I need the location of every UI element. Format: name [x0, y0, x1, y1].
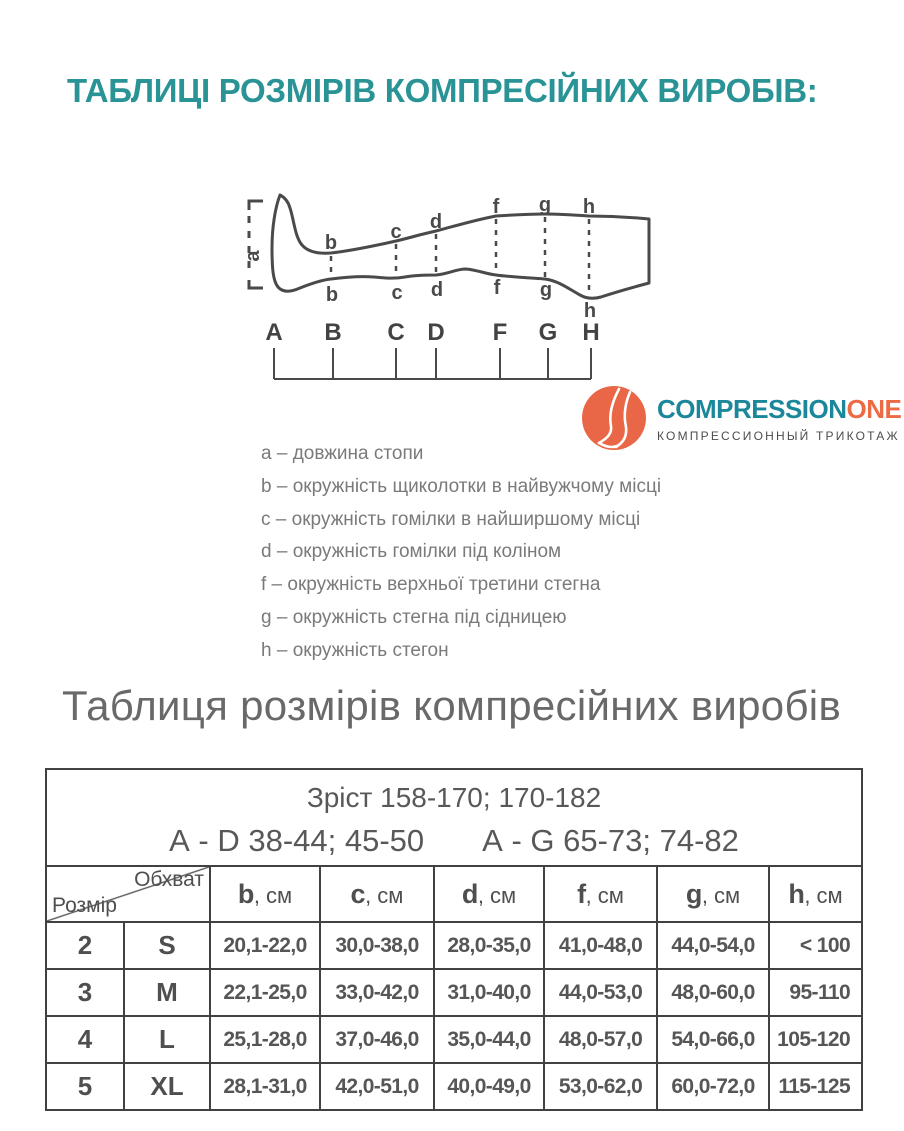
- legend-item-g: g – окружність стегна під сідницею: [261, 606, 567, 628]
- section-title: Таблиця розмірів компресійних виробів: [62, 682, 842, 729]
- height-range-text: Зріст 158-170; 170-182: [306, 782, 602, 813]
- size-number: 5: [46, 1063, 124, 1110]
- column-header-b: b, см: [210, 866, 320, 922]
- diagram-label-f-bottom: f: [493, 277, 501, 299]
- value-g: 54,0-66,0: [657, 1016, 769, 1063]
- brand-name-secondary: ONE: [846, 393, 902, 424]
- value-g: 48,0-60,0: [657, 969, 769, 1016]
- table-row-size-l: [46, 1016, 862, 1063]
- diagram-label-c-top: c: [390, 221, 402, 243]
- legend-item-b: b – окружність щиколотки в найвужчому місці: [261, 475, 662, 497]
- table-column-header-row: [46, 866, 862, 922]
- value-h: 105-120: [769, 1016, 862, 1063]
- value-d: 28,0-35,0: [434, 922, 544, 969]
- column-header-d: d, см: [434, 866, 544, 922]
- size-number: 2: [46, 922, 124, 969]
- diagram-label-g-bottom: g: [539, 279, 553, 301]
- column-header-c: c, см: [320, 866, 434, 922]
- value-b: 25,1-28,0: [210, 1016, 320, 1063]
- column-header-f: f, см: [544, 866, 657, 922]
- ruler-lines: [274, 348, 591, 379]
- size-letter: XL: [124, 1063, 210, 1110]
- legend-item-f: f – окружність верхньої третини стегна: [261, 574, 601, 596]
- value-h: 115-125: [769, 1063, 862, 1110]
- value-c: 42,0-51,0: [320, 1063, 434, 1110]
- size-number: 3: [46, 969, 124, 1016]
- diagram-label-d-bottom: d: [430, 279, 444, 301]
- ruler-letter-H: H: [582, 319, 600, 346]
- value-f: 44,0-53,0: [544, 969, 657, 1016]
- diagram-label-a: a: [242, 250, 264, 262]
- value-g: 44,0-54,0: [657, 922, 769, 969]
- leg-measurement-diagram: [228, 170, 672, 400]
- size-number: 4: [46, 1016, 124, 1063]
- diagram-label-c-bottom: c: [391, 282, 403, 304]
- class-range-text: [47, 823, 861, 859]
- table-header-block: [46, 769, 862, 866]
- ruler-letter-B: B: [324, 319, 342, 346]
- measurement-legend: [261, 438, 661, 668]
- brand-name: [657, 394, 901, 425]
- diagram-label-g-top: g: [538, 194, 552, 216]
- value-f: 53,0-62,0: [544, 1063, 657, 1110]
- ruler-letter-G: G: [538, 319, 558, 346]
- ruler-letter-A: A: [265, 319, 283, 346]
- value-d: 31,0-40,0: [434, 969, 544, 1016]
- value-c: 33,0-42,0: [320, 969, 434, 1016]
- table-row-size-m: [46, 969, 862, 1016]
- class-range-right: А - G 65-73; 74-82: [482, 823, 739, 858]
- bracket-top-icon: [249, 201, 263, 210]
- table-header-block-row: [46, 769, 862, 866]
- diagram-label-d-top: d: [429, 211, 443, 233]
- value-c: 30,0-38,0: [320, 922, 434, 969]
- size-letter: S: [124, 922, 210, 969]
- column-header-h: h, см: [769, 866, 862, 922]
- value-b: 20,1-22,0: [210, 922, 320, 969]
- value-g: 60,0-72,0: [657, 1063, 769, 1110]
- size-letter: M: [124, 969, 210, 1016]
- diagram-label-h-top: h: [582, 196, 596, 218]
- diagram-label-f-top: f: [492, 196, 500, 218]
- legend-item-h: h – окружність стегон: [261, 639, 449, 661]
- value-f: 48,0-57,0: [544, 1016, 657, 1063]
- corner-label-size: Розмір: [52, 894, 117, 917]
- value-b: 22,1-25,0: [210, 969, 320, 1016]
- legend-item-d: d – окружність гомілки під коліном: [261, 541, 562, 563]
- value-b: 28,1-31,0: [210, 1063, 320, 1110]
- value-h: 95-110: [769, 969, 862, 1016]
- brand-tagline: КОМПРЕССИОННЫЙ ТРИКОТАЖ: [657, 428, 900, 443]
- diagram-label-b-top: b: [324, 232, 338, 254]
- value-d: 40,0-49,0: [434, 1063, 544, 1110]
- brand-name-primary: COMPRESSION: [657, 393, 847, 424]
- size-letter: L: [124, 1016, 210, 1063]
- page-title: ТАБЛИЦІ РОЗМІРІВ КОМПРЕСІЙНИХ ВИРОБІВ:: [67, 72, 818, 109]
- value-h: < 100: [769, 922, 862, 969]
- table-row-size-xl: [46, 1063, 862, 1110]
- class-range-left: А - D 38-44; 45-50: [169, 823, 425, 858]
- corner-cell: [46, 866, 210, 922]
- value-f: 41,0-48,0: [544, 922, 657, 969]
- table-row-size-s: [46, 922, 862, 969]
- legend-item-a: a – довжина стопи: [261, 443, 424, 464]
- corner-label-girth: Обхват: [134, 868, 204, 891]
- ruler-letter-F: F: [492, 319, 508, 346]
- value-d: 35,0-44,0: [434, 1016, 544, 1063]
- column-header-g: g, см: [657, 866, 769, 922]
- bracket-bottom-icon: [249, 280, 263, 288]
- size-table: [45, 768, 863, 1111]
- ruler-letter-D: D: [427, 319, 445, 346]
- ruler-letter-C: C: [387, 319, 405, 346]
- legend-item-c: c – окружність гомілки в найширшому місці: [261, 508, 641, 530]
- diagram-label-b-bottom: b: [325, 284, 339, 306]
- value-c: 37,0-46,0: [320, 1016, 434, 1063]
- diagram-label-h-bottom: h: [583, 300, 597, 322]
